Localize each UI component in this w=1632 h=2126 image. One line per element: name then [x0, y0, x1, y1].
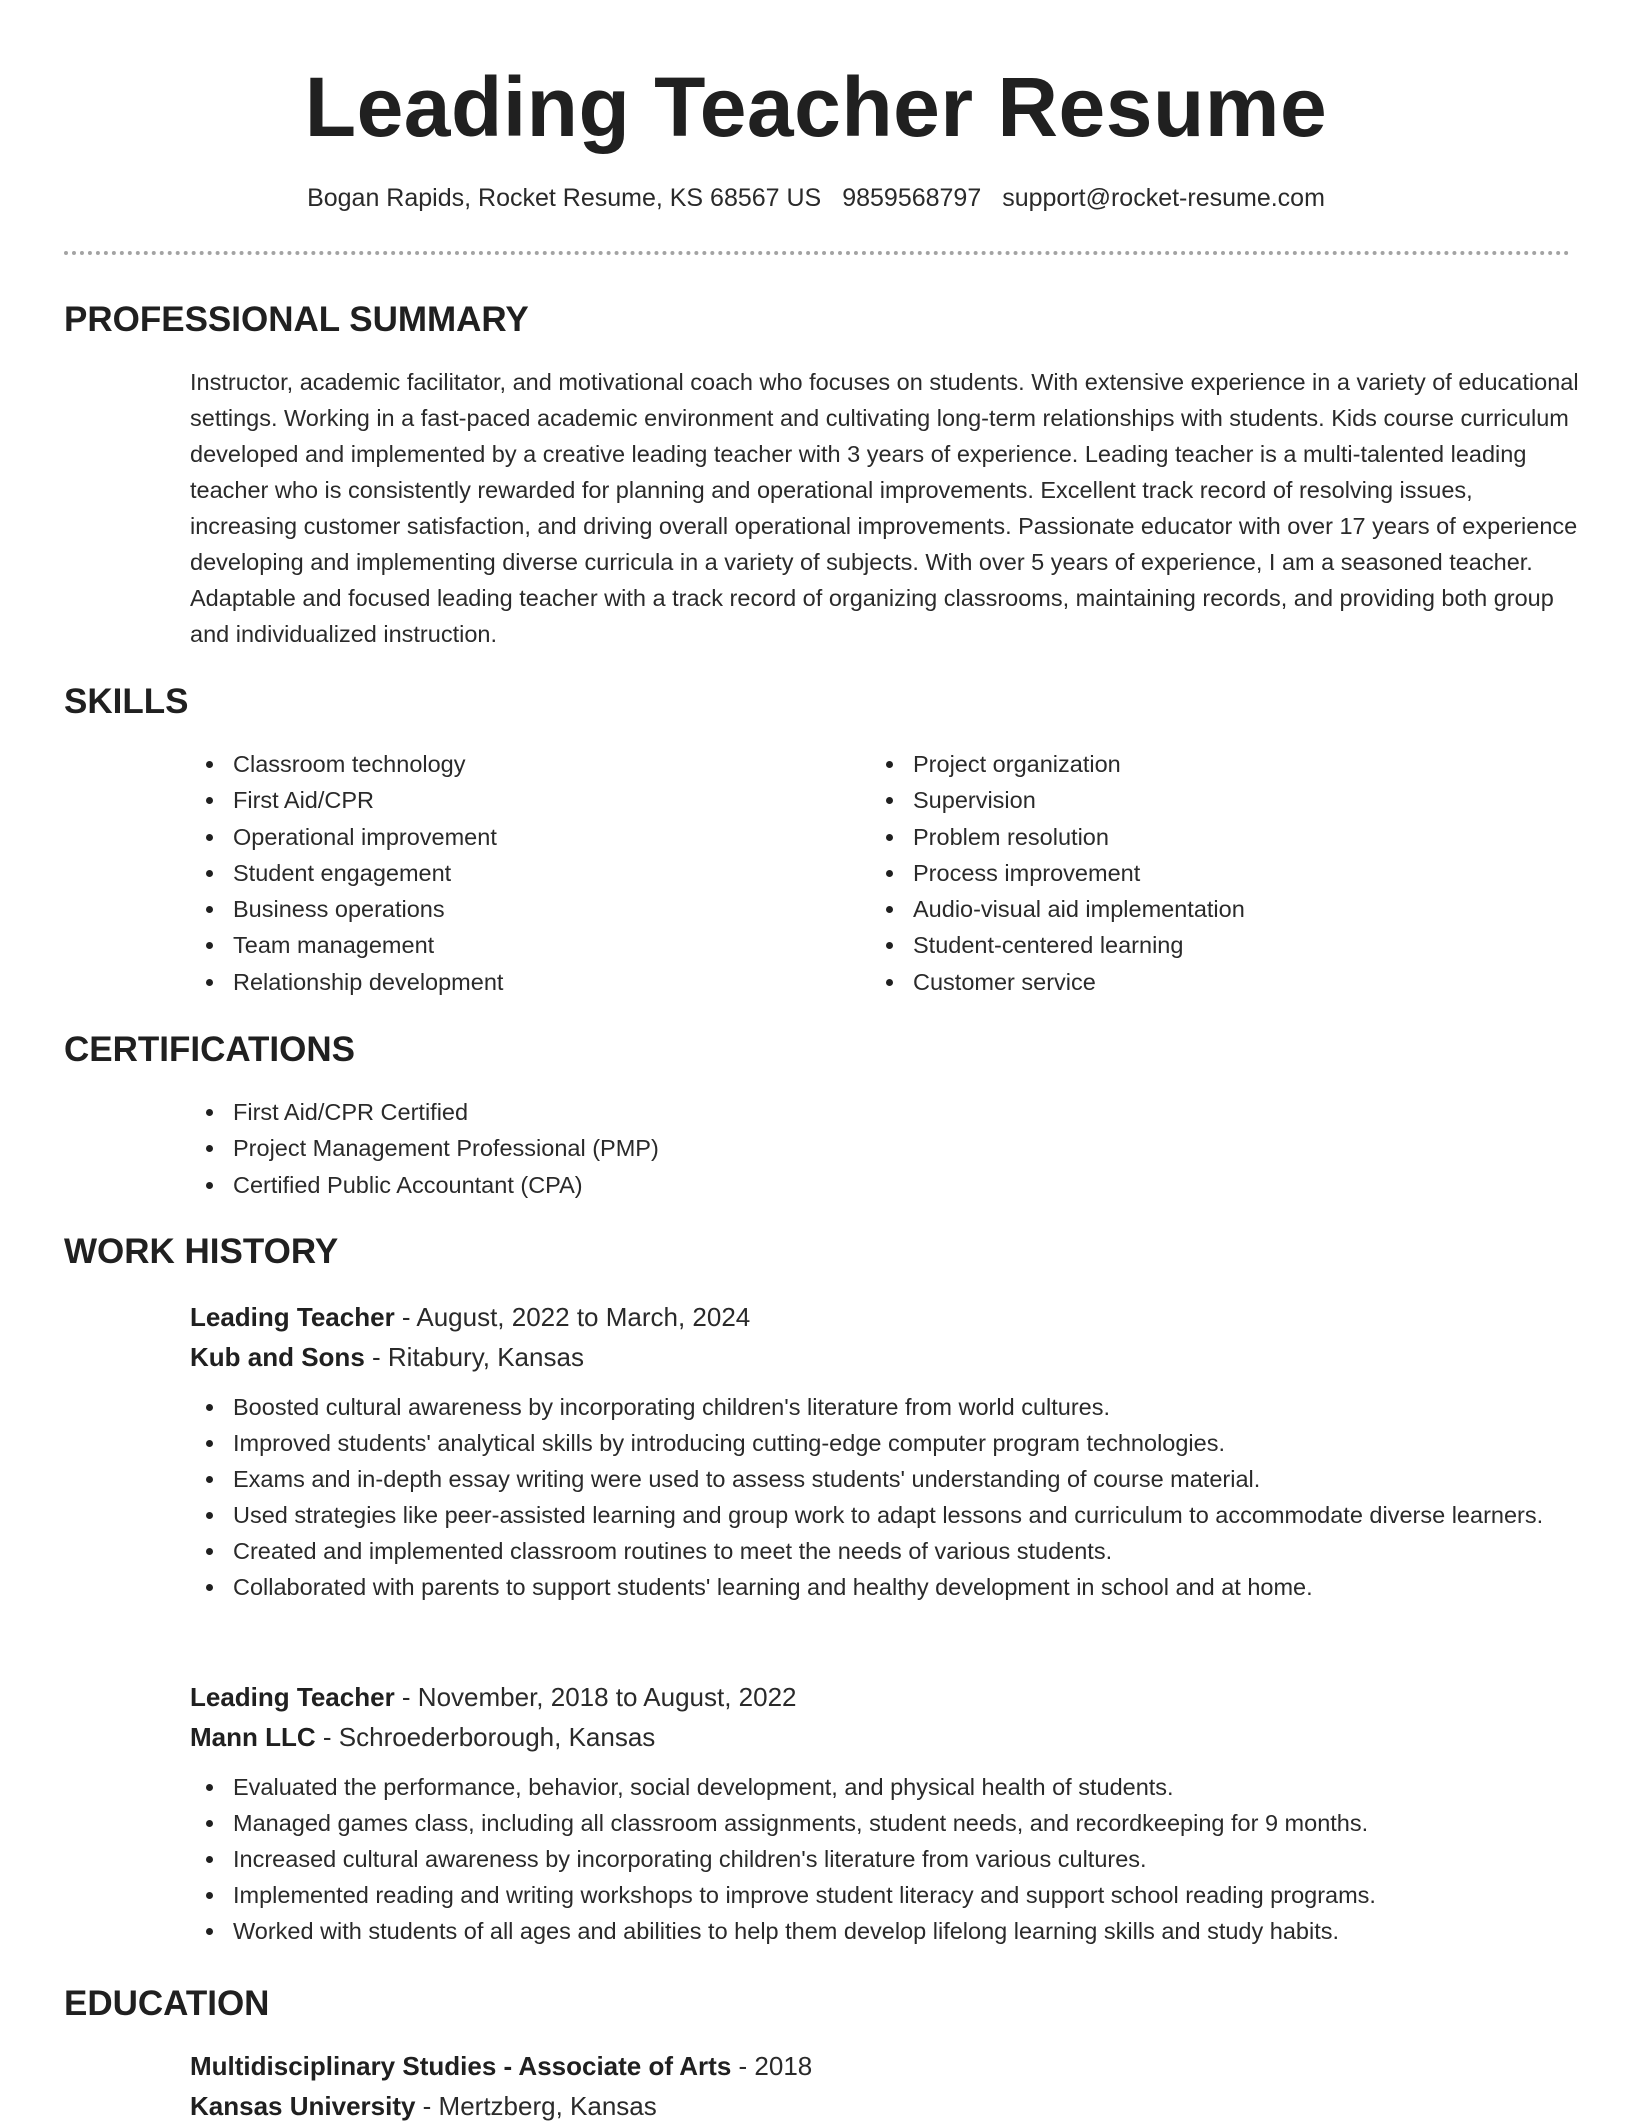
skill-item: Problem resolution [870, 819, 1550, 855]
resume-title: Leading Teacher Resume [304, 60, 1328, 154]
job-duty: Exams and in-depth essay writing were used to assess students' understanding of course material. [190, 1461, 1580, 1497]
job-dates: - August, 2022 to March, 2024 [394, 1302, 751, 1332]
job-title: Leading Teacher [190, 1682, 395, 1712]
education-location: - Mertzberg, Kansas [415, 2091, 657, 2121]
education-school: Kansas University [190, 2091, 416, 2121]
summary-text: Instructor, academic facilitator, and motivational coach who focuses on students. With extensive experience in a variety of educational settings. Working in a fast-paced academic environment and cultivating long-term relationships with students. Kids course curriculum developed and implemented by a creative leading teacher with 3 years of experience. Leading teacher is a multi-talented leading teacher who is consistently rewarded for planning and operational improvements. Excellent track record of resolving issues, increasing customer satisfaction, and driving overall operational improvements. Passionate educator with over 17 years of experience developing and implementing diverse curricula in a variety of subjects. With over 5 years of experience, I am a seasoned teacher. Adaptable and focused leading teacher with a track record of organizing classrooms, maintaining records, and providing both group and individualized instruction. [190, 369, 1579, 647]
job-company: Kub and Sons [190, 1342, 365, 1372]
skills-heading: SKILLS [64, 682, 189, 721]
job-entry [190, 1677, 1580, 1949]
job-title-line [190, 1297, 1580, 1337]
job-company: Mann LLC [190, 1722, 316, 1752]
job-dates: - November, 2018 to August, 2022 [394, 1682, 797, 1712]
job-location: - Ritabury, Kansas [364, 1342, 584, 1372]
job-duty: Used strategies like peer-assisted learning and group work to adapt lessons and curriculum to accommodate diverse learners. [190, 1497, 1580, 1533]
skill-item: Process improvement [870, 855, 1550, 891]
job-duty: Worked with students of all ages and abilities to help them develop lifelong learning skills and study habits. [190, 1913, 1580, 1949]
skill-item: Relationship development [190, 964, 850, 1000]
skill-item: Student-centered learning [870, 927, 1550, 963]
job-duty: Evaluated the performance, behavior, social development, and physical health of students. [190, 1769, 1580, 1805]
education-degree-line [190, 2046, 1580, 2086]
work-history-heading: WORK HISTORY [64, 1232, 339, 1271]
skill-item: Classroom technology [190, 746, 850, 782]
job-duty: Increased cultural awareness by incorporating children's literature from various cultures. [190, 1841, 1580, 1877]
contact-line [0, 182, 1632, 214]
education-school-line [190, 2086, 1580, 2126]
job-title: Leading Teacher [190, 1302, 395, 1332]
skill-item: Team management [190, 927, 850, 963]
skill-item: Customer service [870, 964, 1550, 1000]
skill-item: Audio-visual aid implementation [870, 891, 1550, 927]
certifications-heading: CERTIFICATIONS [64, 1030, 356, 1069]
job-duty: Implemented reading and writing workshops to improve student literacy and support school reading programs. [190, 1877, 1580, 1913]
contact-address: Bogan Rapids, Rocket Resume, KS 68567 US [307, 184, 822, 212]
skill-item: First Aid/CPR [190, 782, 850, 818]
skill-item: Operational improvement [190, 819, 850, 855]
certification-item: Project Management Professional (PMP) [190, 1130, 1490, 1166]
job-duty: Collaborated with parents to support students' learning and healthy development in school and at home. [190, 1569, 1580, 1605]
skill-item: Business operations [190, 891, 850, 927]
education-degree: Multidisciplinary Studies - Associate of Arts [190, 2051, 732, 2081]
job-duties-list [190, 1389, 1580, 1605]
job-duty: Managed games class, including all classroom assignments, student needs, and recordkeeping for 9 months. [190, 1805, 1580, 1841]
contact-phone: 9859568797 [842, 184, 982, 212]
skill-item: Student engagement [190, 855, 850, 891]
job-duty: Created and implemented classroom routines to meet the needs of various students. [190, 1533, 1580, 1569]
header-divider [64, 251, 1570, 255]
education-heading: EDUCATION [64, 1984, 270, 2023]
certification-item: First Aid/CPR Certified [190, 1094, 1490, 1130]
skills-list-left [190, 746, 850, 1000]
job-duty: Boosted cultural awareness by incorporating children's literature from world cultures. [190, 1389, 1580, 1425]
skills-list-right [870, 746, 1550, 1000]
job-duty: Improved students' analytical skills by introducing cutting-edge computer program technologies. [190, 1425, 1580, 1461]
job-location: - Schroederborough, Kansas [315, 1722, 656, 1752]
job-entry [190, 1297, 1580, 1605]
education-year: - 2018 [731, 2051, 813, 2081]
job-title-line [190, 1677, 1580, 1717]
job-company-line [190, 1717, 1580, 1757]
summary-heading: PROFESSIONAL SUMMARY [64, 300, 529, 339]
education-entry [190, 2046, 1580, 2126]
certification-item: Certified Public Accountant (CPA) [190, 1167, 1490, 1203]
contact-email[interactable]: support@rocket-resume.com [1002, 184, 1325, 212]
skill-item: Supervision [870, 782, 1550, 818]
skill-item: Project organization [870, 746, 1550, 782]
job-duties-list [190, 1769, 1580, 1949]
certifications-list [190, 1094, 1490, 1203]
job-company-line [190, 1337, 1580, 1377]
